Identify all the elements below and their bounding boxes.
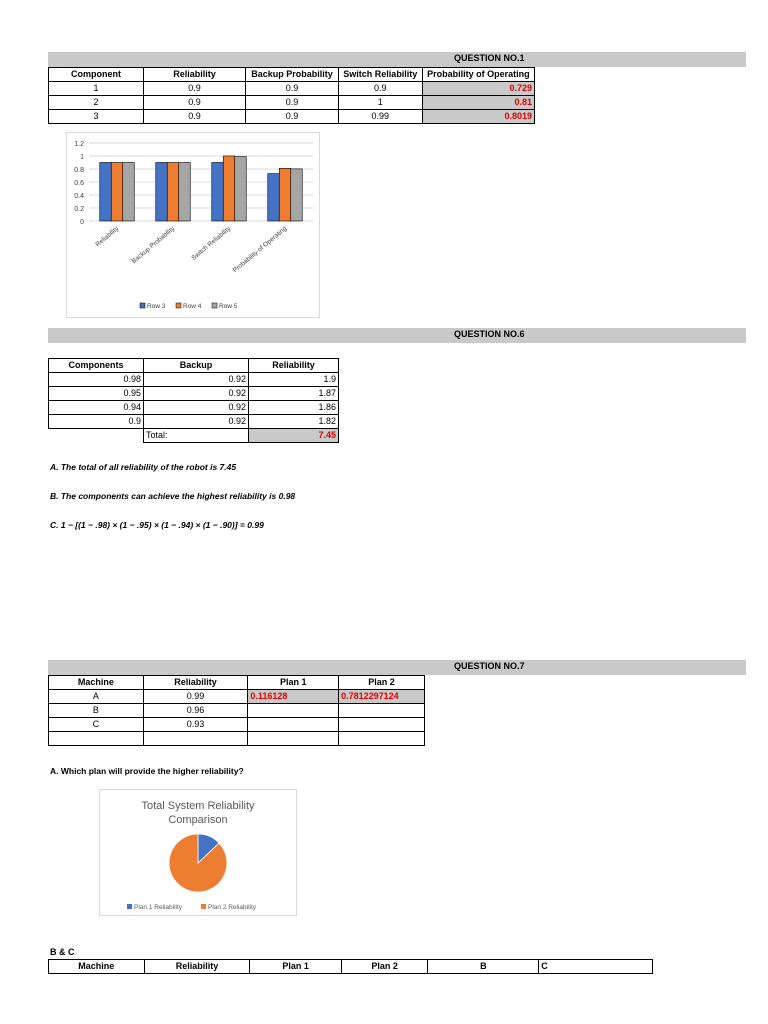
cell-result: 0.81 — [422, 96, 534, 110]
bar-chart — [67, 133, 319, 317]
bar — [167, 163, 179, 222]
legend-label: Row 5 — [219, 303, 238, 310]
col-header: B — [428, 960, 539, 974]
bc-title: B & C — [50, 947, 75, 957]
cell-result: 0.116128 — [248, 690, 339, 704]
y-tick-label: 0.6 — [74, 180, 84, 187]
y-tick-label: 0.2 — [74, 206, 84, 213]
col-header: Plan 2 — [339, 676, 425, 690]
cell-result: 0.729 — [422, 82, 534, 96]
cell: 0.92 — [144, 387, 249, 401]
y-tick-label: 1 — [80, 154, 84, 161]
col-header: Probability of Operating — [422, 68, 534, 82]
table-row — [49, 96, 535, 110]
question-1-header — [48, 52, 746, 67]
legend-swatch — [176, 303, 181, 308]
question-6-header — [48, 328, 746, 343]
bc-table — [48, 959, 653, 974]
table-row — [49, 110, 535, 124]
question-7-header — [48, 660, 746, 675]
col-header: Reliability — [143, 68, 245, 82]
cell: 1 — [49, 82, 144, 96]
pie-chart — [100, 790, 296, 915]
col-header: Plan 1 — [250, 960, 342, 974]
bar — [235, 157, 247, 221]
y-tick-label: 0.8 — [74, 167, 84, 174]
total-label: Total: — [144, 429, 249, 443]
cell: 1.82 — [249, 415, 339, 429]
table-row — [49, 415, 339, 429]
question-6-title: QUESTION NO.6 — [454, 329, 525, 339]
col-header: Machine — [49, 960, 145, 974]
col-header: Backup Probability — [246, 68, 339, 82]
cell: 0.98 — [49, 373, 144, 387]
cell: 0.9 — [246, 96, 339, 110]
col-header: Reliability — [144, 960, 250, 974]
table-row — [49, 718, 425, 732]
cell: 0.95 — [49, 387, 144, 401]
bar — [279, 168, 291, 221]
bar-chart-container — [66, 132, 320, 318]
bar — [223, 156, 235, 221]
col-header: Machine — [49, 676, 144, 690]
q6-answer-b: B. The components can achieve the highest reliability is 0.98 — [50, 491, 296, 501]
legend-swatch — [212, 303, 217, 308]
cell — [339, 704, 425, 718]
table-row — [49, 82, 535, 96]
cell: 0.9 — [143, 96, 245, 110]
bar — [100, 163, 112, 222]
col-header: Plan 2 — [341, 960, 428, 974]
col-header: Reliability — [249, 359, 339, 373]
cell — [248, 718, 339, 732]
legend-swatch — [140, 303, 145, 308]
bar — [123, 163, 135, 222]
q1-table — [48, 67, 535, 124]
q6-answer-c: C. 1 − [(1 − .98) × (1 − .95) × (1 − .94) × (1 − .90)] = 0.99 — [50, 520, 264, 530]
cell-result: 0.7812297124 — [339, 690, 425, 704]
q7-table — [48, 675, 425, 746]
cell: 0.92 — [144, 401, 249, 415]
x-tick-label: Reliability — [94, 225, 121, 249]
col-header: Plan 1 — [248, 676, 339, 690]
cell: 1.87 — [249, 387, 339, 401]
table-header-row — [49, 359, 339, 373]
cell: A — [49, 690, 144, 704]
cell: 3 — [49, 110, 144, 124]
cell: 0.99 — [143, 690, 248, 704]
cell: 0.9 — [143, 82, 245, 96]
cell: 0.94 — [49, 401, 144, 415]
total-value: 7.45 — [249, 429, 339, 443]
x-tick-label: Switch Reliability — [190, 225, 233, 262]
cell: 0.96 — [143, 704, 248, 718]
y-tick-label: 0.4 — [74, 193, 84, 200]
bar — [156, 163, 168, 222]
bar — [179, 163, 191, 222]
question-1-title: QUESTION NO.1 — [454, 53, 525, 63]
table-row — [49, 732, 425, 746]
cell-result: 0.8019 — [422, 110, 534, 124]
bar — [111, 163, 123, 222]
table-row — [49, 387, 339, 401]
bar — [268, 174, 280, 221]
legend-label: Plan 1 Reliability — [134, 904, 183, 911]
cell — [339, 718, 425, 732]
col-header: Backup — [144, 359, 249, 373]
cell: 2 — [49, 96, 144, 110]
cell: 0.99 — [338, 110, 422, 124]
legend-label: Plan 2 Reliability — [208, 904, 257, 911]
table-row — [49, 704, 425, 718]
legend-label: Row 4 — [183, 303, 202, 310]
col-header: Components — [49, 359, 144, 373]
x-tick-label: Backup Probability — [130, 225, 177, 266]
cell — [339, 732, 425, 746]
table-header-row — [49, 960, 653, 974]
q6-answer-a: A. The total of all reliability of the robot is 7.45 — [50, 462, 237, 472]
y-tick-label: 0 — [80, 219, 84, 226]
table-total-row — [49, 429, 339, 443]
cell: 0.9 — [338, 82, 422, 96]
cell — [143, 732, 248, 746]
cell: 1.86 — [249, 401, 339, 415]
y-tick-label: 1.2 — [74, 141, 84, 148]
q6-table — [48, 358, 339, 443]
table-header-row — [49, 68, 535, 82]
cell — [248, 732, 339, 746]
bar — [212, 163, 224, 222]
cell — [248, 704, 339, 718]
table-row — [49, 401, 339, 415]
legend-swatch — [201, 904, 206, 909]
q7-question-a: A. Which plan will provide the higher reliability? — [50, 766, 244, 776]
cell-empty — [49, 429, 144, 443]
legend-label: Row 3 — [147, 303, 166, 310]
cell: 1 — [338, 96, 422, 110]
cell: C — [49, 718, 144, 732]
pie-chart-container — [99, 789, 297, 916]
cell: 0.9 — [246, 110, 339, 124]
cell — [49, 732, 144, 746]
cell: B — [49, 704, 144, 718]
question-7-title: QUESTION NO.7 — [454, 661, 525, 671]
col-header: Component — [49, 68, 144, 82]
chart-title: Comparison — [168, 814, 228, 826]
table-row — [49, 690, 425, 704]
legend-swatch — [127, 904, 132, 909]
col-header: Reliability — [143, 676, 248, 690]
cell: 0.92 — [144, 373, 249, 387]
col-header: C — [539, 960, 653, 974]
x-tick-label: Probability of Operating — [231, 225, 289, 275]
cell: 0.9 — [246, 82, 339, 96]
table-header-row — [49, 676, 425, 690]
bar — [291, 169, 303, 221]
cell: 0.92 — [144, 415, 249, 429]
col-header: Switch Reliability — [338, 68, 422, 82]
chart-title: Total System Reliability — [141, 800, 255, 812]
cell: 1.9 — [249, 373, 339, 387]
cell: 0.93 — [143, 718, 248, 732]
table-row — [49, 373, 339, 387]
cell: 0.9 — [49, 415, 144, 429]
cell: 0.9 — [143, 110, 245, 124]
